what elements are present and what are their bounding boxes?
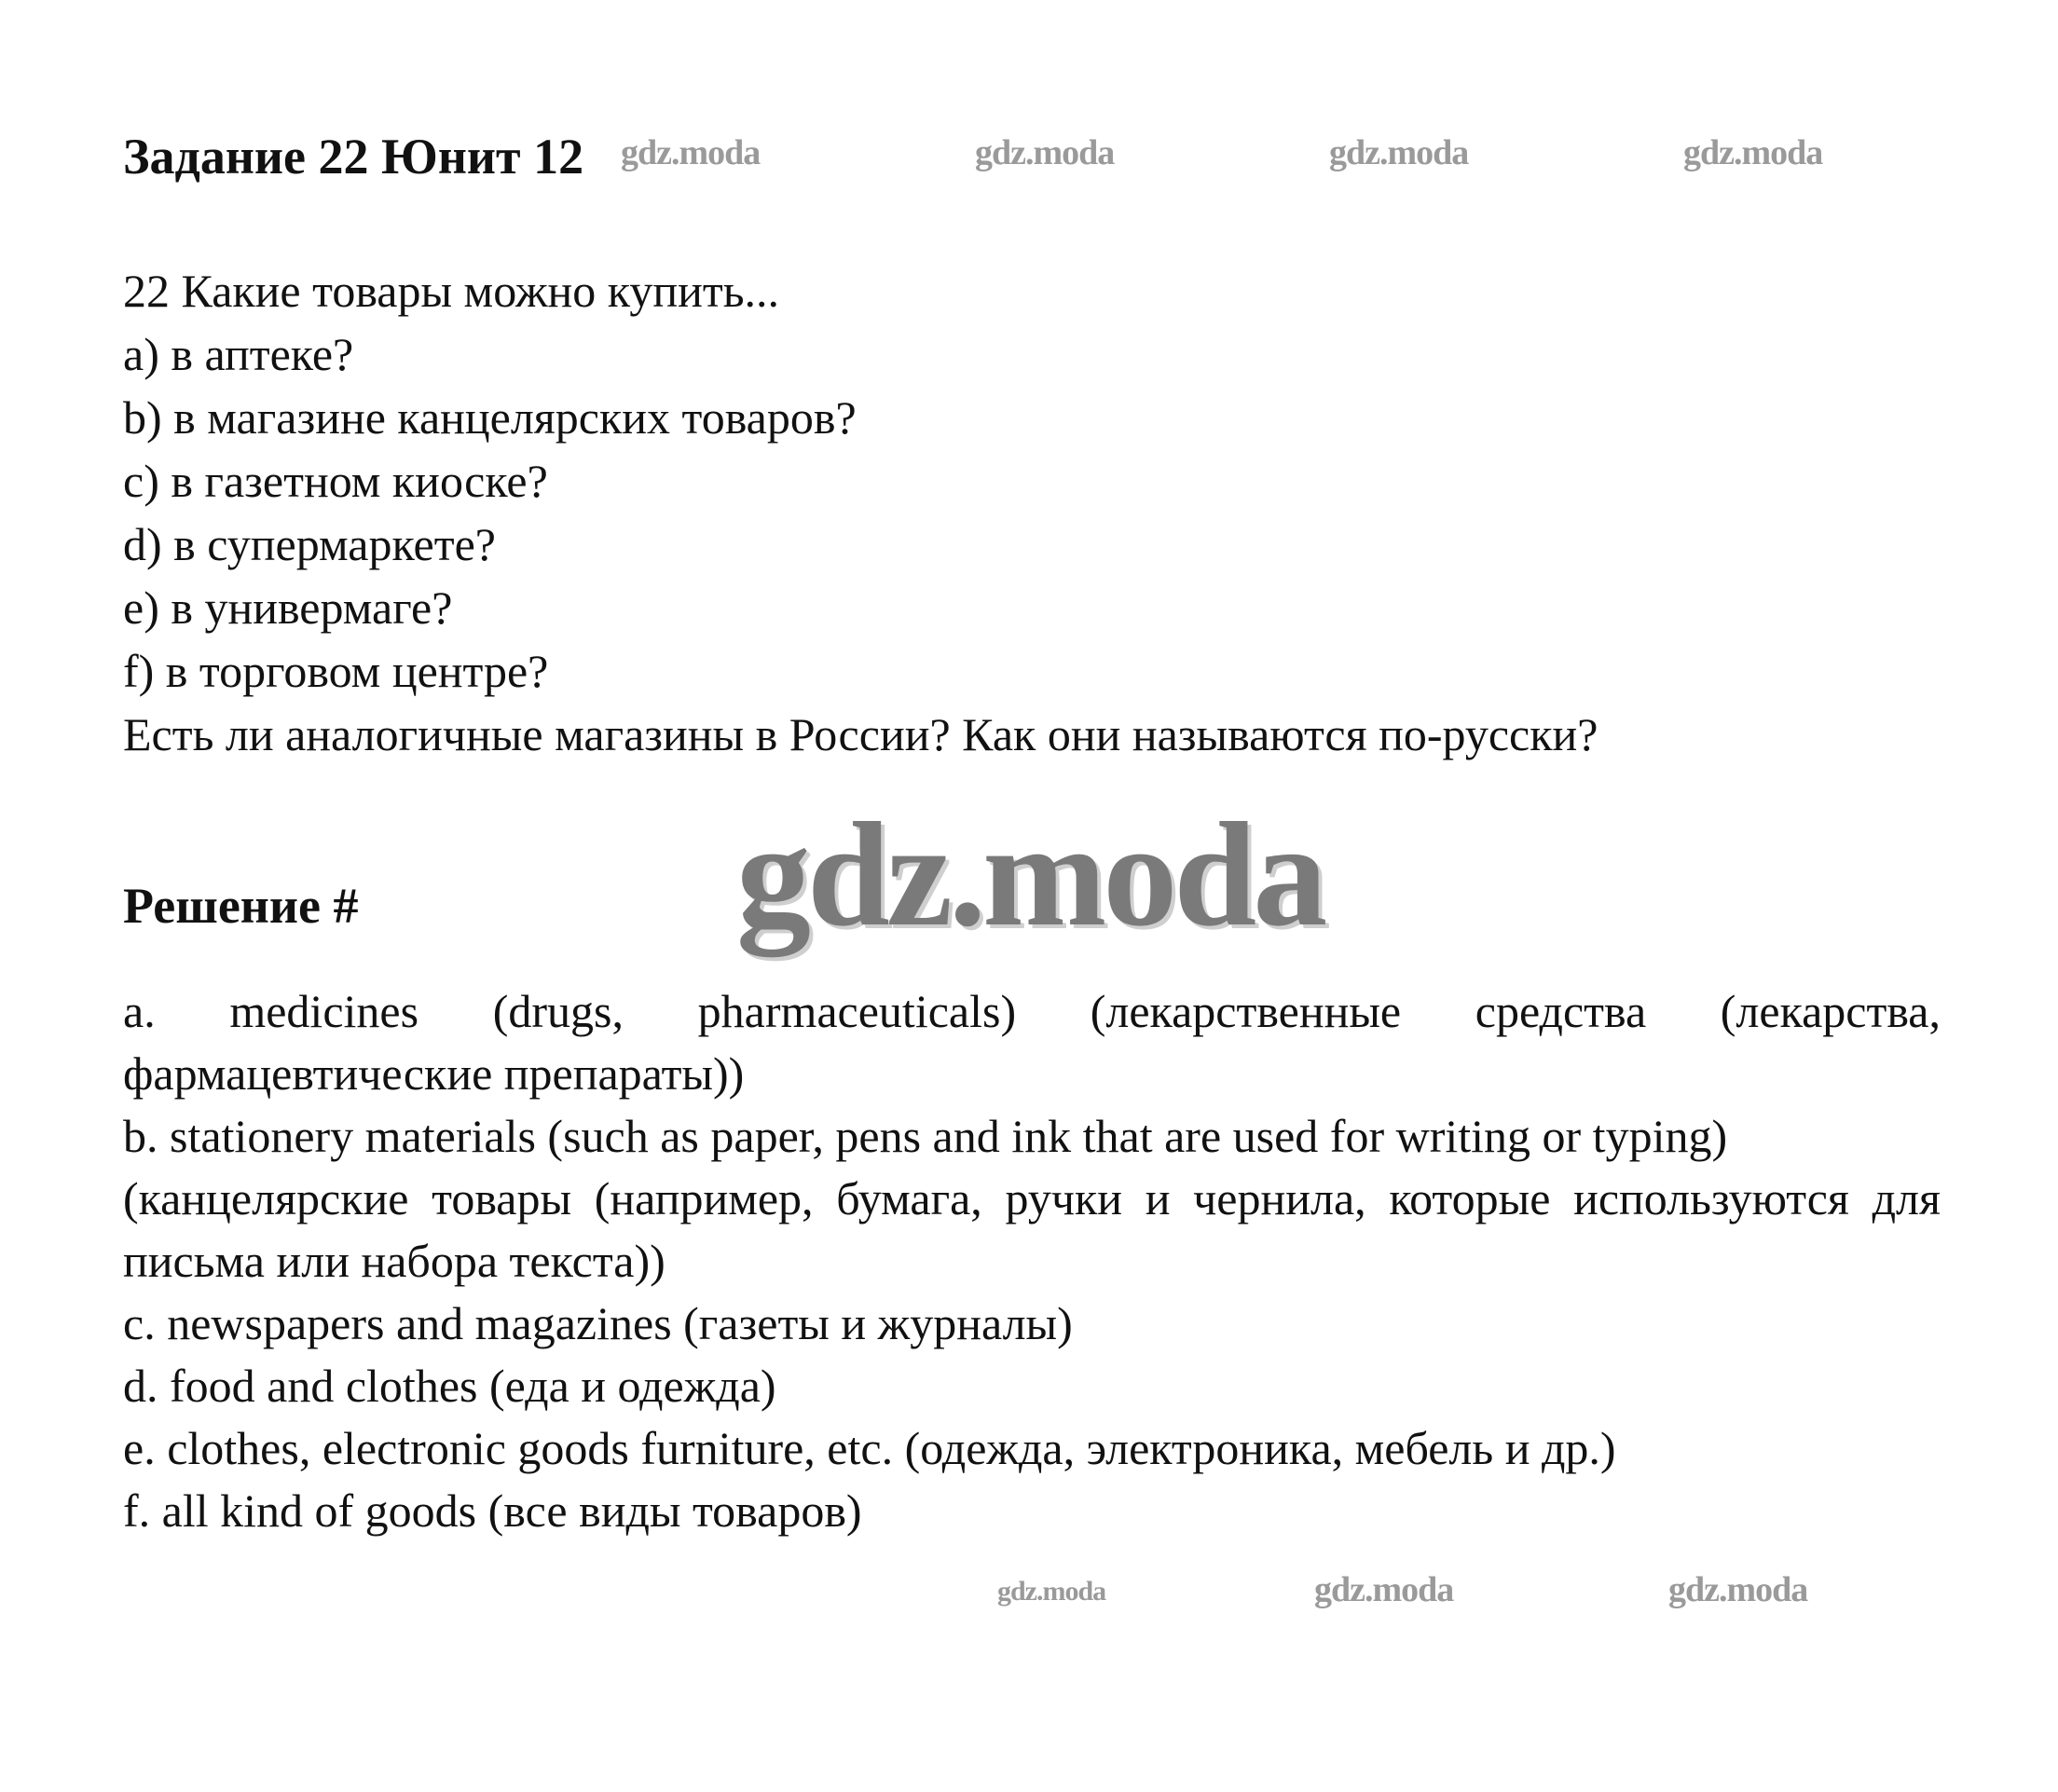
task-item: f) в торговом центре? [123,645,549,697]
watermark: gdz.moda [997,1576,1106,1607]
answer-item: f. all kind of goods (все виды товаров) [123,1484,862,1537]
answer-item: b. stationery materials (such as paper, pens and ink that are used for writing or typing) [123,1110,1728,1162]
task-item: c) в газетном киоске? [123,455,548,507]
task-item: a) в аптеке? [123,328,354,380]
page-title: Задание 22 Юнит 12 [123,129,584,185]
solution-title: Решение # [123,878,359,934]
task-prompt: 22 Какие товары можно купить... [123,265,780,317]
watermark: gdz.moda [1668,1570,1808,1609]
task-item: e) в универмаге? [123,581,453,634]
task-item: d) в супермаркете? [123,518,496,570]
watermark: gdz.moda [621,133,761,172]
watermark: gdz.moda [975,133,1115,172]
task-question: Есть ли аналогичные магазины в России? Как они называются по-русски? [123,708,1598,760]
watermark-large: gdz.moda [736,791,1324,957]
answers-block [123,980,1941,1542]
watermark: gdz.moda [1683,133,1823,172]
watermark: gdz.moda [1314,1570,1454,1609]
task-item: b) в магазине канцелярских товаров? [123,391,857,444]
answer-item: e. clothes, electronic goods furniture, etc. (одежда, электроника, мебель и др.) [123,1422,1616,1474]
answer-item: (канцелярские товары (например, бумага, ручки и чернила, которые используются для письма или набора текста)) [123,1172,1941,1287]
answer-item: a. medicines (drugs, pharmaceuticals) (лекарственные средства (лекарства, фармацевтические препараты)) [123,985,1941,1100]
answer-item: d. food and clothes (еда и одежда) [123,1360,776,1412]
watermark: gdz.moda [1329,133,1469,172]
task-block [123,259,1950,766]
answer-item: c. newspapers and magazines (газеты и журналы) [123,1297,1073,1349]
